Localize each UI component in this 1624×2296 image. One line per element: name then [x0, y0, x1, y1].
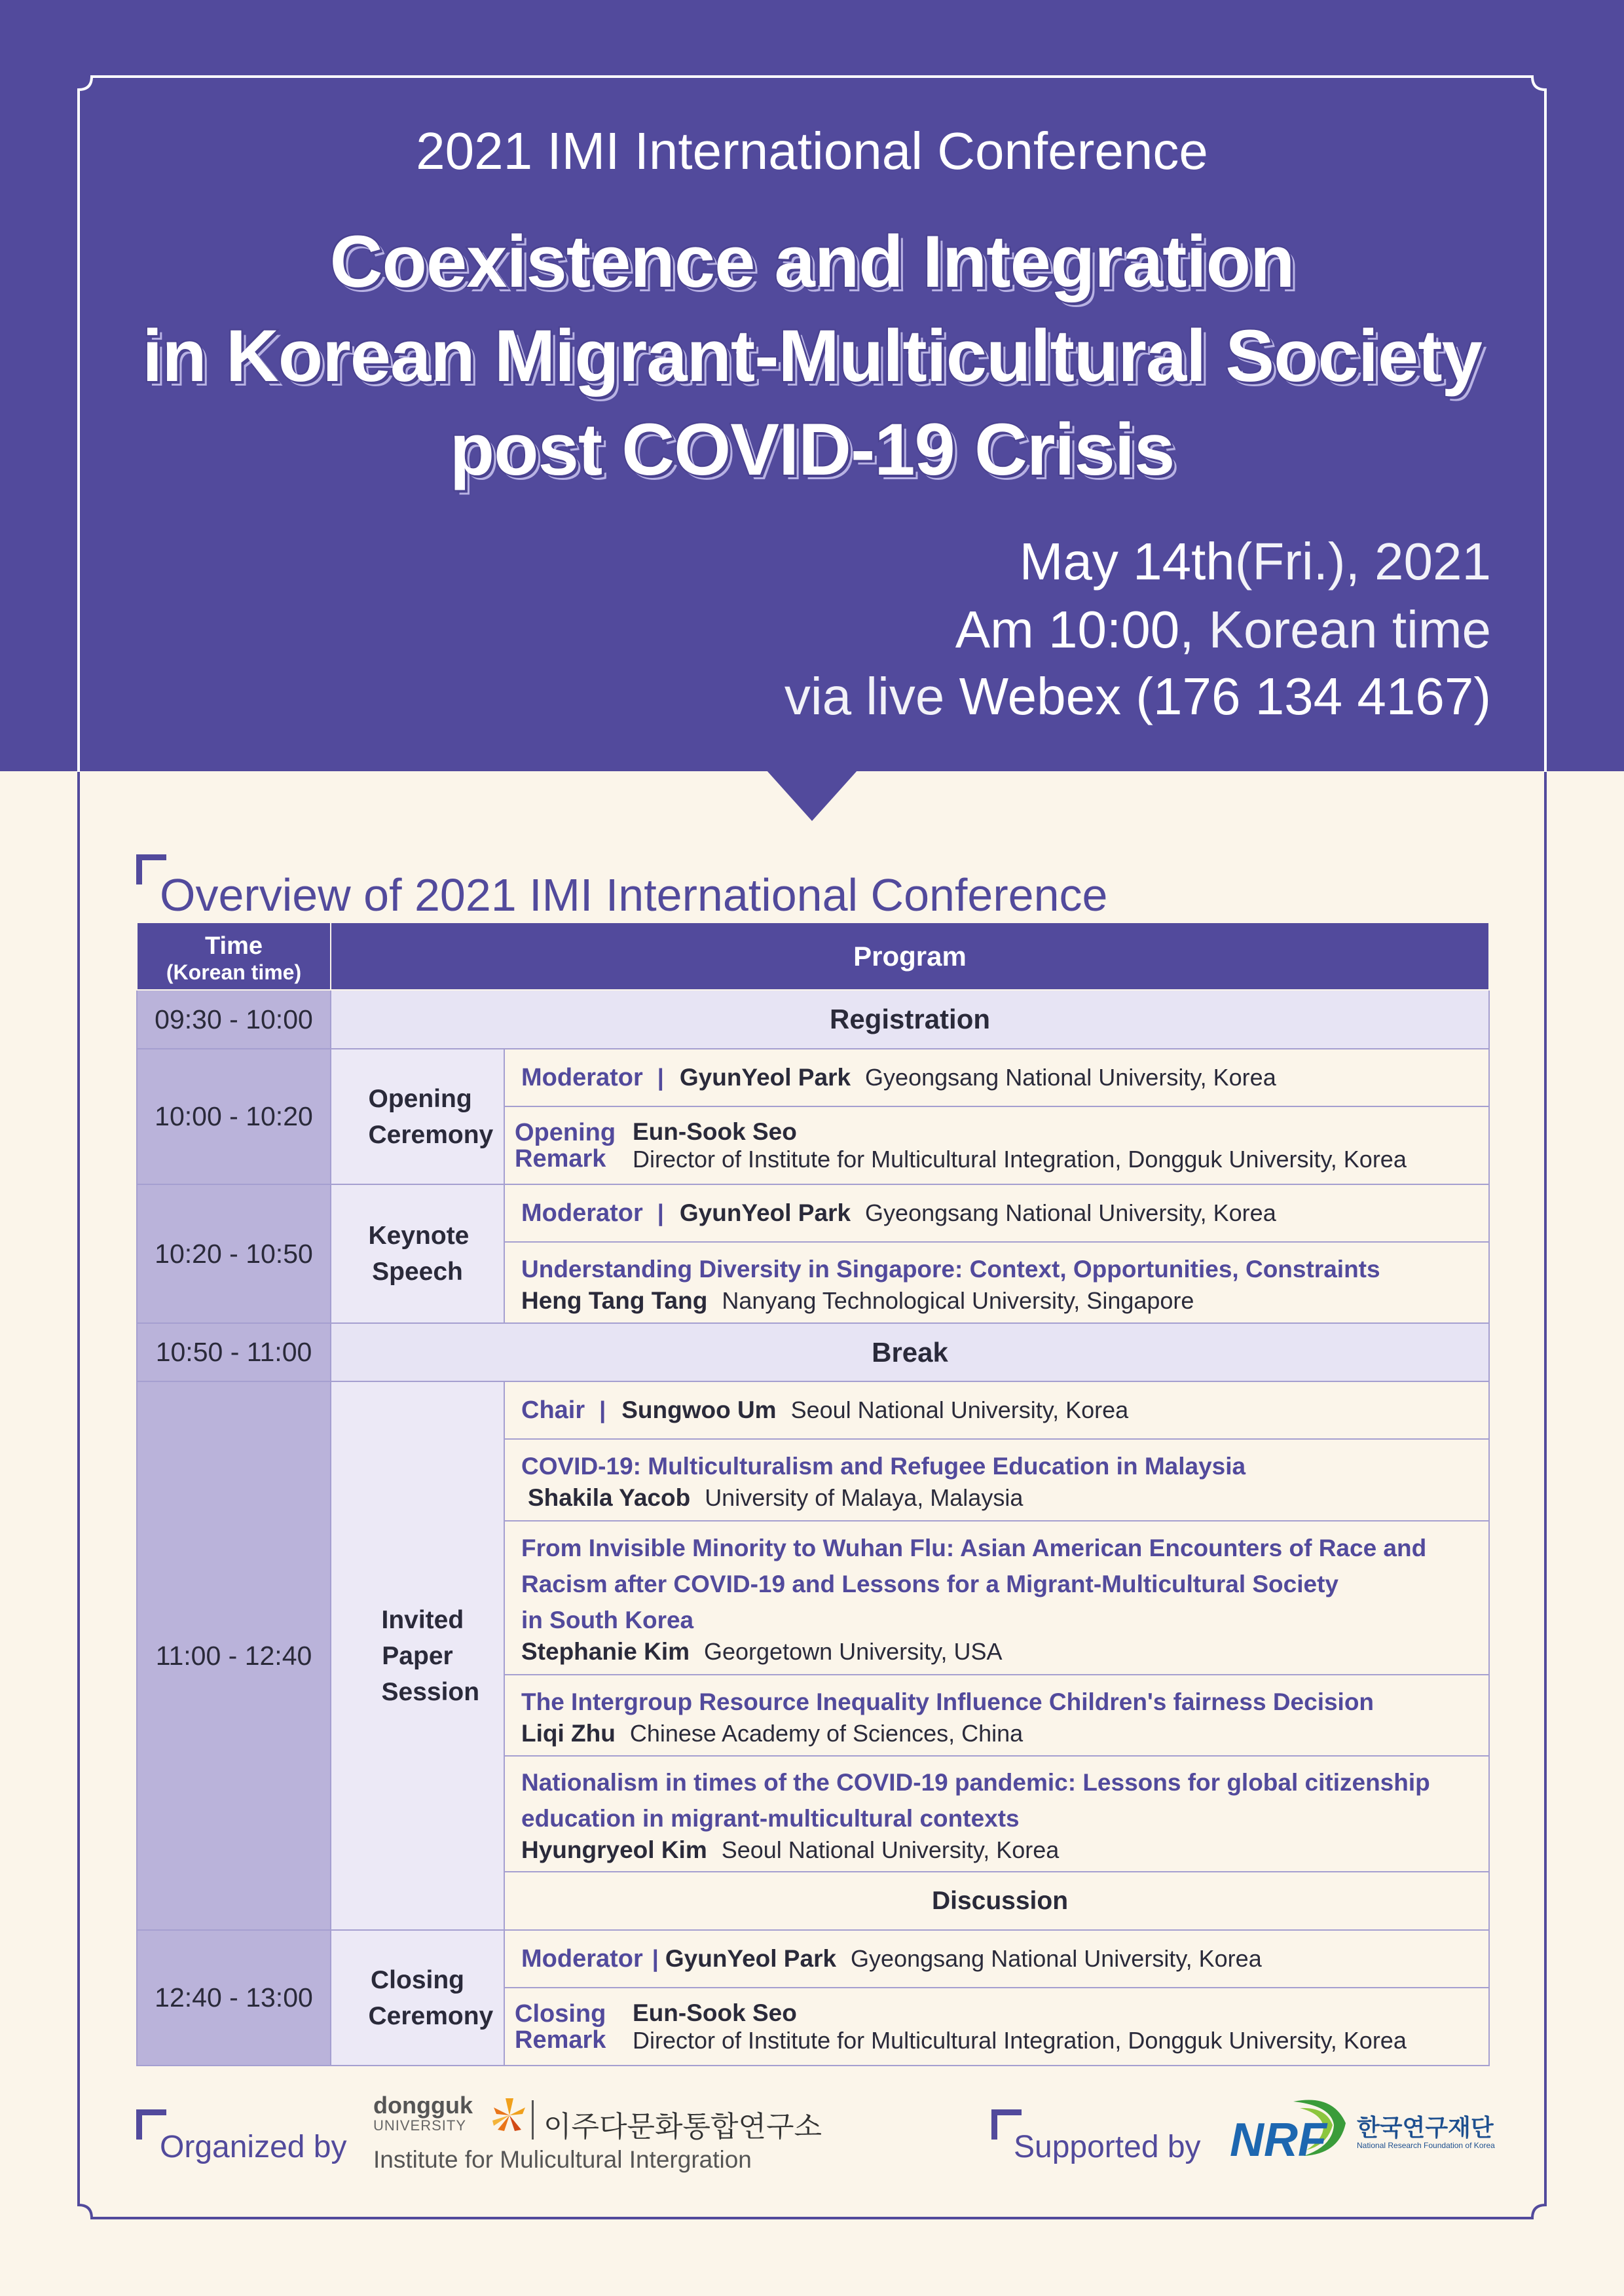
time-zone: , Korean time: [1179, 600, 1491, 659]
moderator-affiliation: Gyeongsang National University, Korea: [865, 1064, 1276, 1091]
break-label: Break: [331, 1323, 1489, 1381]
speaker-affiliation: Nanyang Technological University, Singapore: [722, 1286, 1194, 1314]
session-cell: Closing Ceremony: [331, 1930, 504, 2066]
chair-name: Sungwoo Um: [621, 1396, 777, 1423]
table-row: [137, 1184, 1489, 1323]
talk-item: [505, 1440, 1488, 1522]
time-main: Am 10:00: [955, 600, 1180, 659]
title-line-2: in Korean Migrant-Multicultural Society: [142, 315, 1482, 397]
speaker-affiliation: Chinese Academy of Sciences, China: [629, 1719, 1024, 1747]
opening-detail: [504, 1049, 1489, 1184]
date-day: (Fri.): [1234, 532, 1346, 591]
table-row: [137, 1930, 1489, 2066]
time-cell: 10:50 - 11:00: [137, 1323, 331, 1381]
session-cell: Keynote Speech: [331, 1184, 504, 1323]
header-program: Program: [331, 922, 1489, 990]
speaker-name: Heng Tang Tang: [521, 1286, 708, 1314]
talk-item: [505, 1522, 1488, 1675]
remark-speaker: Eun-Sook Seo: [633, 1118, 797, 1145]
table-row: [137, 1049, 1489, 1184]
institute-english-name: Institute for Mulicultural Intergration: [373, 2146, 752, 2173]
session-cell: Invited Paper Session: [331, 1381, 504, 1930]
chair-affiliation: Seoul National University, Korea: [790, 1396, 1129, 1423]
session-cell: Opening Ceremony: [331, 1049, 504, 1184]
event-time: [955, 596, 1491, 664]
talk-item: [505, 1757, 1488, 1872]
moderator-role: Moderator: [521, 1063, 643, 1091]
separator: |: [599, 1396, 606, 1423]
moderator-role: Moderator: [521, 1199, 643, 1227]
remark-label: Opening Remark: [515, 1118, 616, 1173]
time-cell: 10:20 - 10:50: [137, 1184, 331, 1323]
moderator-name: GyunYeol Park: [665, 1945, 837, 1972]
section-title: Overview of 2021 IMI International Conference: [160, 869, 1108, 920]
closing-detail: [504, 1930, 1489, 2066]
remark-affiliation: Director of Institute for Multicultural Integration, Dongguk University, Korea: [633, 2026, 1407, 2054]
talk-title: COVID-19: Multiculturalism and Refugee Education in Malaysia: [521, 1453, 1246, 1480]
invited-detail: [504, 1381, 1489, 1930]
separator: |: [652, 1945, 659, 1972]
institute-korean-name: 이주다문화통합연구소: [544, 2111, 822, 2143]
logo-divider: [532, 2100, 534, 2140]
title-line-1: Coexistence and Integration: [329, 221, 1295, 302]
talk-title: The Intergroup Resource Inequality Influence Children's fairness Decision: [521, 1688, 1375, 1715]
moderator-affiliation: Gyeongsang National University, Korea: [865, 1199, 1276, 1226]
dongguk-emblem-icon: [491, 2097, 528, 2134]
talk-title: From Invisible Minority to Wuhan Flu: Asian American Encounters of Race and: [521, 1535, 1427, 1561]
chair-role: Chair: [521, 1396, 585, 1424]
talk-title-cont: education in migrant-multicultural contexts: [521, 1804, 1020, 1832]
talk-title: Nationalism in times of the COVID-19 pandemic: Lessons for global citizenship: [521, 1768, 1430, 1796]
dongguk-logo: [373, 2094, 473, 2134]
program-table: [136, 922, 1490, 2066]
table-header: [137, 922, 1489, 990]
header-time: Time (Korean time): [137, 922, 331, 990]
moderator-role: Moderator: [521, 1944, 643, 1973]
dongguk-university-text: UNIVERSITY: [373, 2117, 467, 2134]
time-cell: 10:00 - 10:20: [137, 1049, 331, 1184]
time-cell: 12:40 - 13:00: [137, 1930, 331, 2066]
venue-prefix: via live: [784, 667, 959, 725]
discussion-label: Discussion: [931, 1886, 1069, 1915]
separator: |: [657, 1064, 664, 1091]
speaker-name: Shakila Yacob: [528, 1484, 691, 1511]
remark-label: Closing Remark: [515, 1999, 606, 2054]
event-date: [1020, 528, 1491, 596]
date-main: May 14th: [1019, 532, 1235, 591]
keynote-detail: [504, 1184, 1489, 1323]
organized-by-label: Organized by: [160, 2130, 347, 2164]
conference-name: 2021 IMI International Conference: [416, 122, 1208, 180]
moderator-name: GyunYeol Park: [679, 1064, 851, 1091]
moderator-name: GyunYeol Park: [679, 1199, 851, 1226]
separator: |: [657, 1199, 664, 1226]
talk-title: Understanding Diversity in Singapore: Context, Opportunities, Constraints: [521, 1255, 1380, 1283]
nrf-english-name: National Research Foundation of Korea: [1357, 2141, 1495, 2150]
supported-by-label: Supported by: [1014, 2130, 1201, 2164]
nrf-korean-name: 한국연구재단: [1357, 2114, 1494, 2141]
dongguk-wordmark: dongguk: [373, 2092, 473, 2119]
speaker-name: Stephanie Kim: [521, 1638, 690, 1665]
speaker-affiliation: Seoul National University, Korea: [721, 1836, 1060, 1863]
table-row: [137, 1381, 1489, 1930]
remark-speaker: Eun-Sook Seo: [633, 1999, 797, 2026]
table-row: [137, 990, 1489, 1049]
speaker-name: Liqi Zhu: [521, 1719, 616, 1747]
remark-affiliation: Director of Institute for Multicultural Integration, Dongguk University, Korea: [633, 1145, 1407, 1173]
moderator-affiliation: Gyeongsang National University, Korea: [851, 1945, 1262, 1972]
event-venue: [784, 663, 1491, 731]
title-line-3: post COVID-19 Crisis: [449, 409, 1175, 490]
time-cell: 09:30 - 10:00: [137, 990, 331, 1049]
speaker-name: Hyungryeol Kim: [521, 1836, 707, 1863]
table-row: [137, 1323, 1489, 1381]
registration-label: Registration: [331, 990, 1489, 1049]
speaker-affiliation: University of Malaya, Malaysia: [705, 1484, 1024, 1511]
talk-title-cont: Racism after COVID-19 and Lessons for a Migrant-Multicultural Society: [521, 1571, 1338, 1597]
talk-item: [505, 1675, 1488, 1757]
speaker-affiliation: Georgetown University, USA: [704, 1638, 1003, 1665]
time-cell: 11:00 - 12:40: [137, 1381, 331, 1930]
date-year: , 2021: [1345, 532, 1491, 591]
talk-title-cont: in South Korea: [521, 1607, 694, 1633]
nrf-wordmark: NRF: [1230, 2114, 1327, 2166]
venue-webex: Webex (176 134 4167): [959, 667, 1491, 725]
